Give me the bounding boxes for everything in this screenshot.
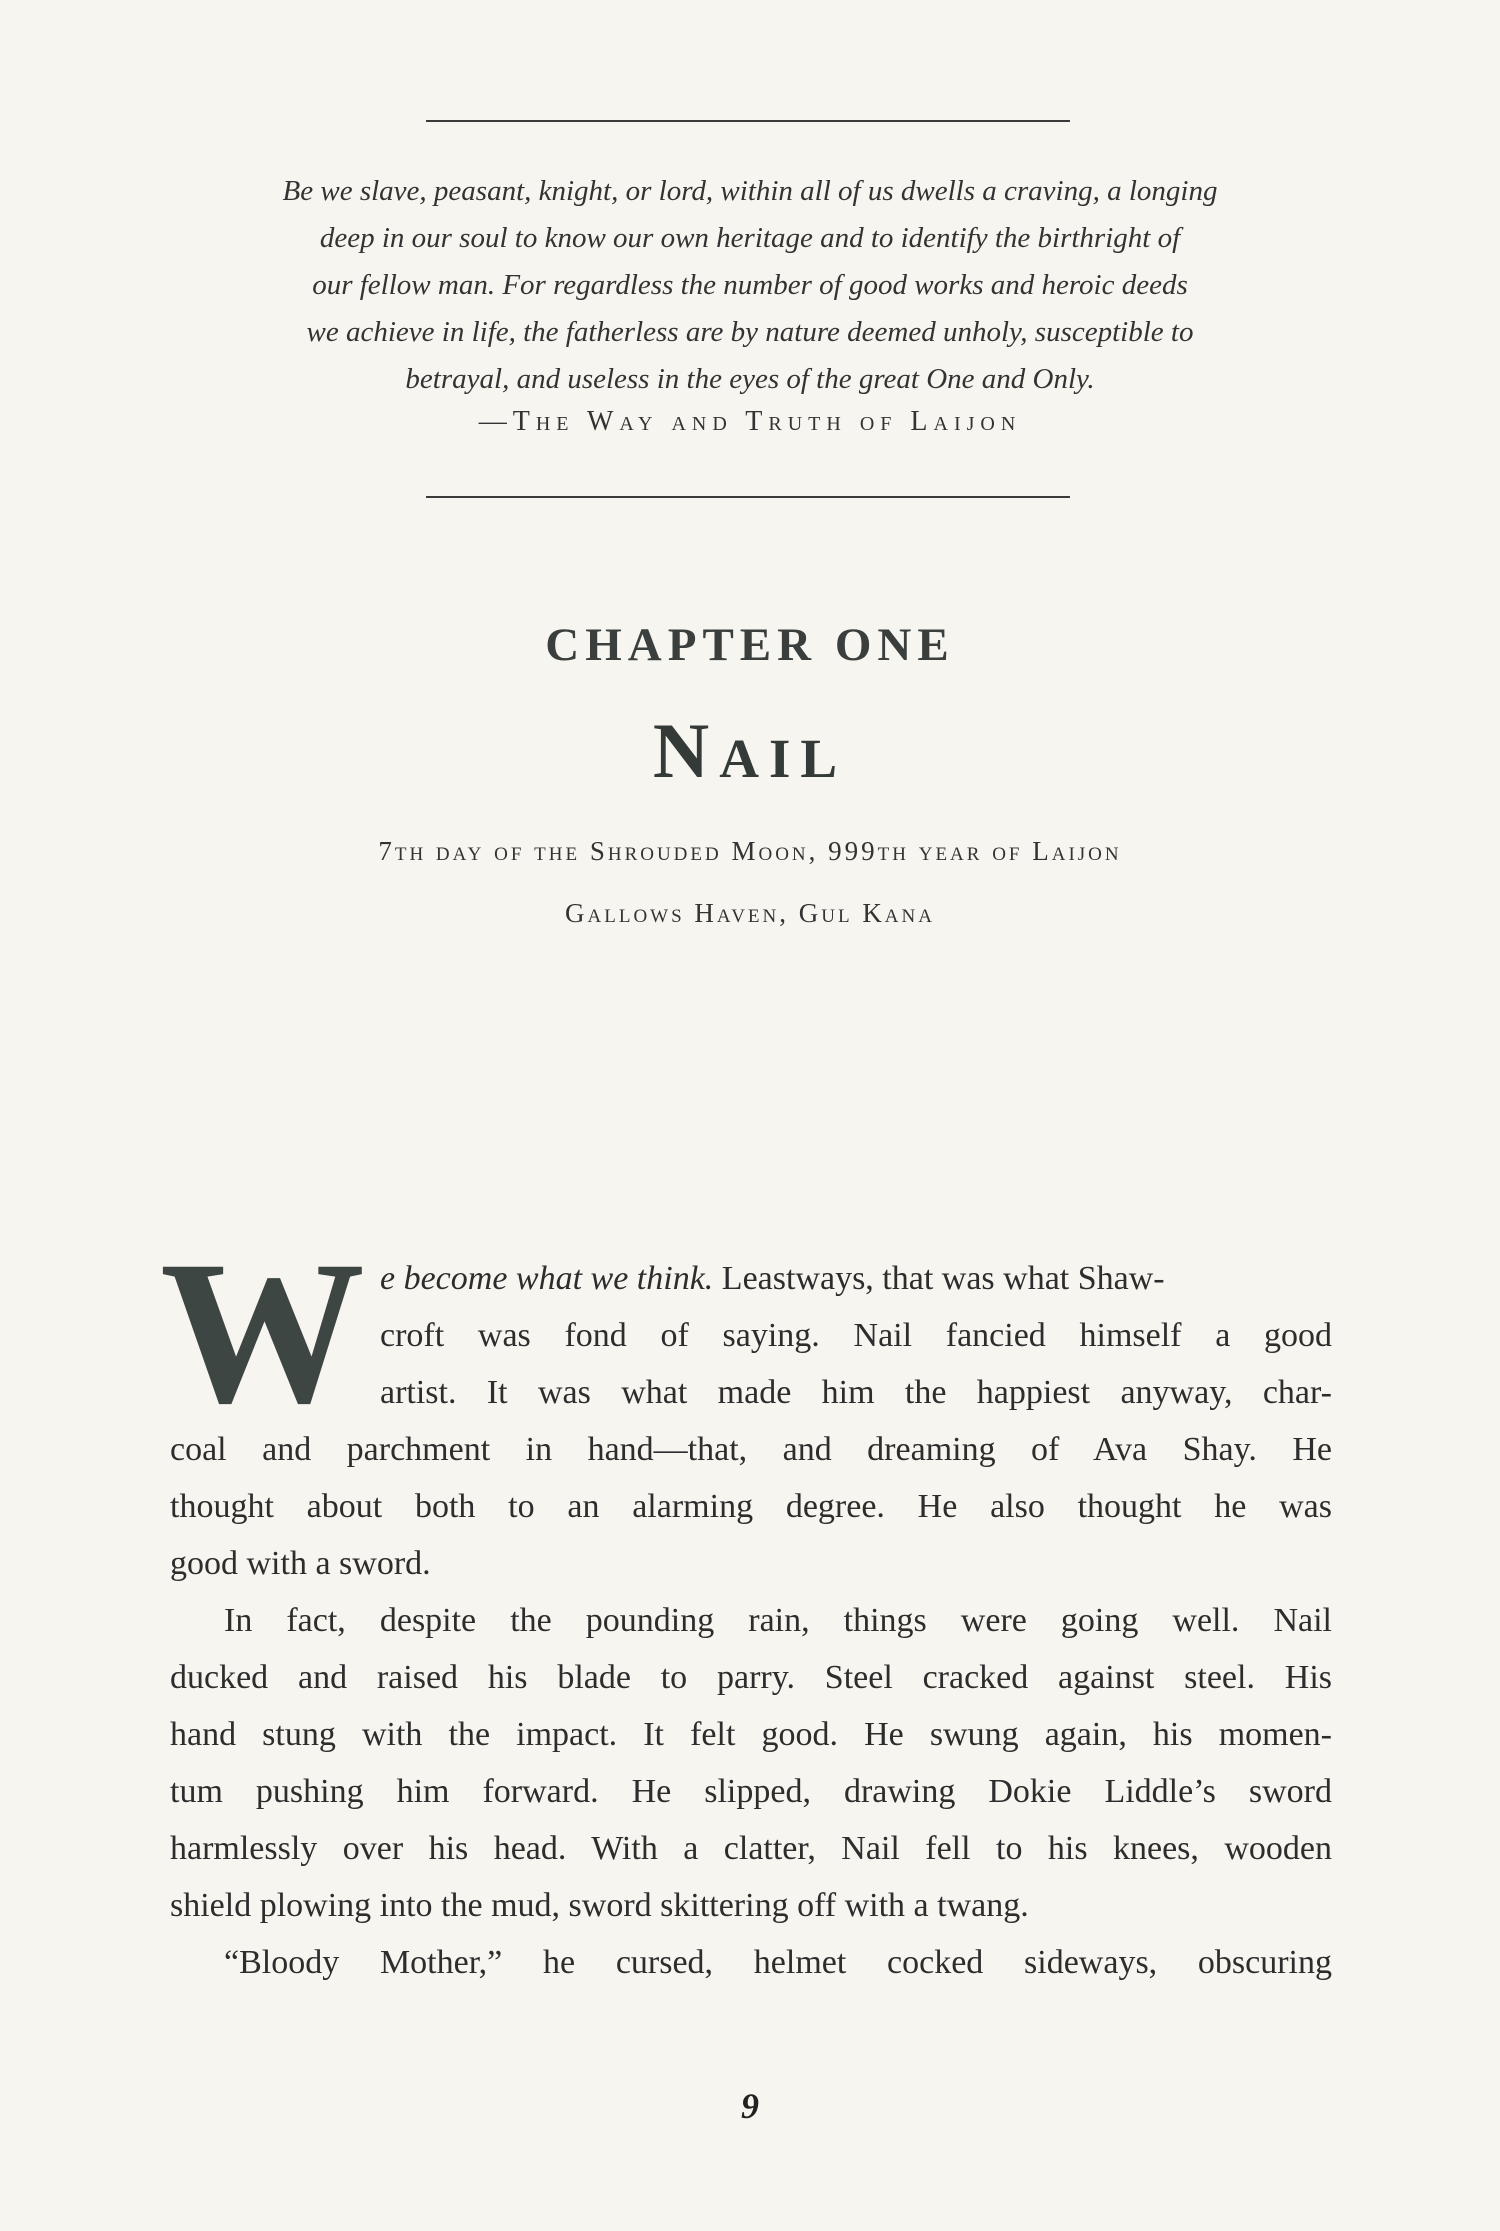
body-line: good with a sword. <box>170 1545 431 1582</box>
chapter-label: CHAPTER ONE <box>545 619 955 671</box>
chapter-location: Gallows Haven, Gul Kana <box>565 898 935 928</box>
epigraph-line: our fellow man. For regardless the number of good works and heroic deeds <box>312 269 1188 301</box>
body-line: hand stung with the impact. It felt good. He swung again, his momen- <box>170 1716 1332 1753</box>
chapter-title: Nail <box>652 707 848 794</box>
epigraph-line: deep in our soul to know our own heritage and to identify the birthright of <box>319 222 1181 254</box>
body-text <box>170 1250 1332 1991</box>
body-line: coal and parchment in hand—that, and dreaming of Ava Shay. He <box>170 1431 1332 1468</box>
top-rule <box>426 120 1070 122</box>
page-number: 9 <box>741 2086 759 2126</box>
body-line: tum pushing him forward. He slipped, drawing Dokie Liddle’s sword <box>170 1773 1332 1810</box>
body-line <box>170 1250 1332 1307</box>
epigraph-line: betrayal, and useless in the eyes of the great One and Only. <box>405 363 1095 395</box>
epigraph-attribution: —The Way and Truth of Laijon <box>478 406 1022 437</box>
bottom-rule <box>426 496 1070 498</box>
body-line: harmlessly over his head. With a clatter, Nail fell to his knees, wooden <box>170 1830 1332 1867</box>
body-line: In fact, despite the pounding rain, things were going well. Nail <box>224 1602 1332 1639</box>
body-line: ducked and raised his blade to parry. Steel cracked against steel. His <box>170 1659 1332 1696</box>
epigraph-line: we achieve in life, the fatherless are by nature deemed unholy, susceptible to <box>306 316 1194 348</box>
epigraph-line: Be we slave, peasant, knight, or lord, within all of us dwells a craving, a longing <box>282 175 1218 207</box>
epigraph <box>200 168 1300 403</box>
body-line: thought about both to an alarming degree. He also thought he was <box>170 1488 1332 1525</box>
chapter-dateline: 7th day of the Shrouded Moon, 999th year of Laijon <box>378 836 1122 866</box>
body-line: shield plowing into the mud, sword skittering off with a twang. <box>170 1887 1029 1924</box>
body-line: “Bloody Mother,” he cursed, helmet cocked sideways, obscuring <box>224 1944 1332 1981</box>
body-line-text: Leastways, that was what Shaw- <box>713 1260 1165 1297</box>
opening-italic: e become what we think. <box>380 1260 714 1297</box>
body-line: croft was fond of saying. Nail fancied himself a good <box>380 1317 1332 1354</box>
body-line: artist. It was what made him the happiest anyway, char- <box>380 1374 1332 1411</box>
drop-cap: W <box>160 1219 365 1446</box>
